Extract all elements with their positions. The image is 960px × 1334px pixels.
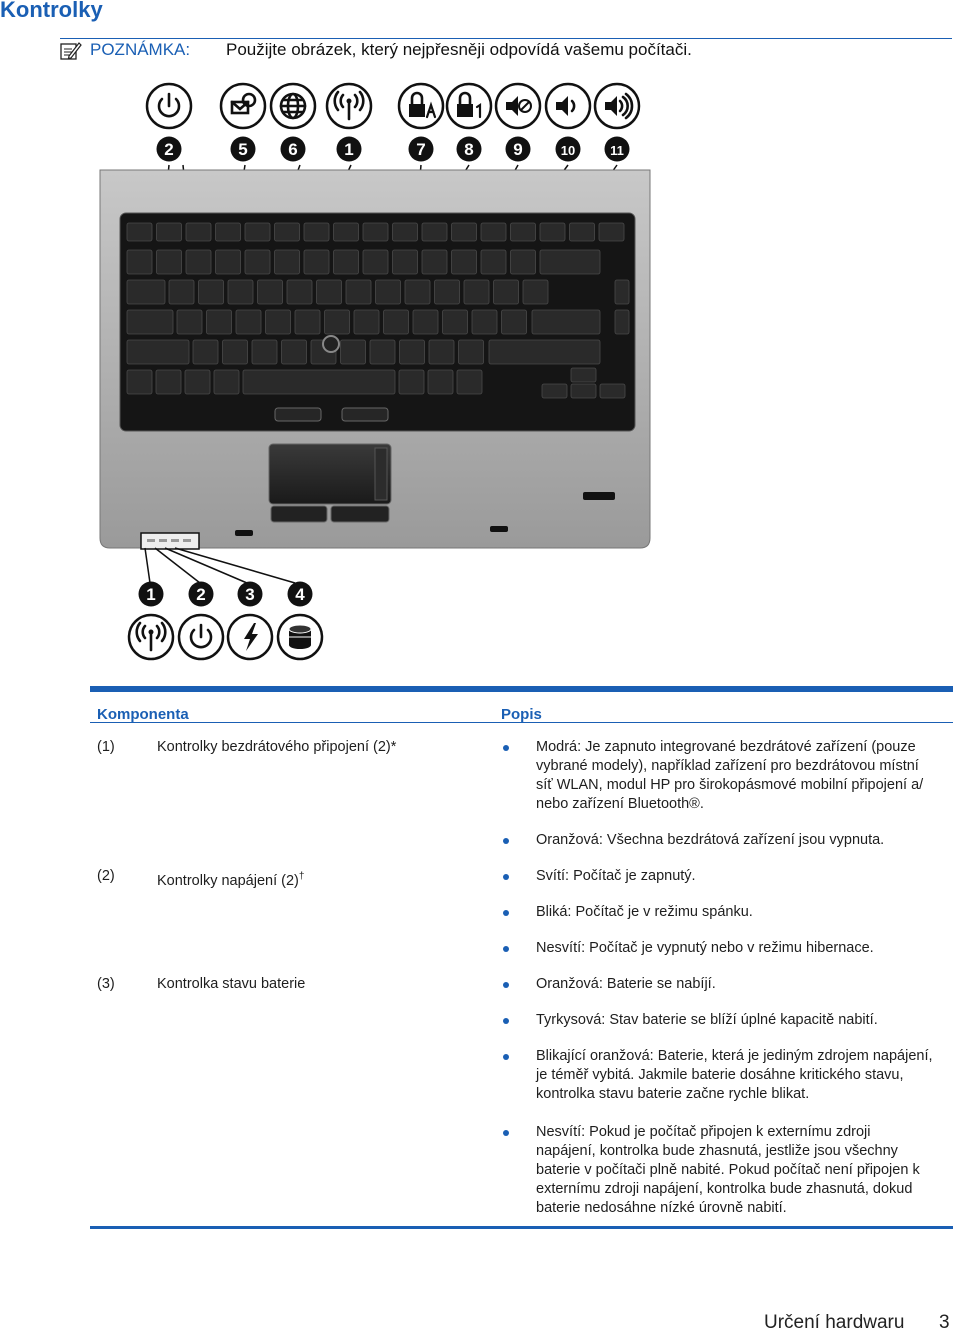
key <box>157 223 182 241</box>
svg-text:7: 7 <box>416 140 426 159</box>
power-icon <box>147 84 191 128</box>
key <box>214 370 239 394</box>
components-table <box>90 686 953 723</box>
wireless-icon <box>129 615 173 659</box>
bullet-dot <box>503 1054 509 1060</box>
svg-text:2: 2 <box>196 585 206 604</box>
key <box>334 223 359 241</box>
bottom-callout-row <box>139 582 313 607</box>
web-icon <box>271 84 315 128</box>
key <box>571 368 596 382</box>
callout-number <box>409 137 434 162</box>
bullet-dot <box>503 1130 509 1136</box>
bullet-text: napájení, kontrolka bude zhasnutá, jestliže jsou všechny <box>536 1143 898 1159</box>
bullet-text: Svítí: Počítač je zapnutý. <box>536 868 696 884</box>
note-row <box>60 38 952 63</box>
key <box>502 310 527 334</box>
key <box>393 223 418 241</box>
key <box>186 223 211 241</box>
key <box>443 310 468 334</box>
header-component: Komponenta <box>97 706 189 723</box>
bullet-text: baterie v počítači plně nabité. Pokud počítač není připojen k <box>536 1162 920 1178</box>
key <box>334 250 359 274</box>
callout-number <box>506 137 531 162</box>
key <box>207 310 232 334</box>
svg-text:5: 5 <box>238 140 248 159</box>
mute-icon <box>496 84 540 128</box>
key <box>600 384 625 398</box>
key <box>481 250 506 274</box>
key <box>304 250 329 274</box>
key <box>429 340 454 364</box>
key <box>393 250 418 274</box>
key <box>511 223 536 241</box>
row-component-text: Kontrolky napájení (2) <box>157 872 299 889</box>
svg-text:9: 9 <box>513 140 523 159</box>
key <box>317 280 342 304</box>
svg-text:1: 1 <box>146 585 156 604</box>
key <box>354 310 379 334</box>
key <box>346 280 371 304</box>
key <box>177 310 202 334</box>
bullet-text: Tyrkysová: Stav baterie se blíží úplné kapacitě nabití. <box>536 1012 878 1028</box>
space-key <box>243 370 395 394</box>
key <box>370 340 395 364</box>
key <box>523 280 548 304</box>
key <box>252 340 277 364</box>
key <box>428 370 453 394</box>
key <box>228 280 253 304</box>
svg-text:2: 2 <box>164 140 174 159</box>
key <box>464 280 489 304</box>
key <box>481 223 506 241</box>
svg-text:11: 11 <box>610 143 624 158</box>
caps-lock-icon <box>399 84 443 128</box>
callout-number <box>556 137 581 162</box>
row-number: (2) <box>97 868 115 884</box>
shift-key <box>127 340 189 364</box>
bullet-dot <box>503 946 509 952</box>
key <box>245 250 270 274</box>
table-header <box>90 692 953 723</box>
shift-key <box>489 340 600 364</box>
key <box>325 310 350 334</box>
key <box>295 310 320 334</box>
bullet-text: vybrané modely), například zařízení pro bezdrátovou místní <box>536 758 919 774</box>
page-title: Kontrolky <box>0 0 103 22</box>
caps-key <box>127 310 173 334</box>
drive-icon <box>278 615 322 659</box>
bullet-text: Nesvítí: Pokud je počítač připojen k externímu zdroji <box>536 1124 871 1140</box>
key <box>157 250 182 274</box>
bullet-text: Bliká: Počítač je v režimu spánku. <box>536 904 753 920</box>
svg-text:10: 10 <box>560 143 576 158</box>
callout-number <box>157 137 182 162</box>
bullet-text: je téměř vybitá. Jakmile baterie dosáhne kritického stavu, <box>536 1067 904 1083</box>
key <box>199 280 224 304</box>
key <box>216 250 241 274</box>
callout-number <box>139 582 164 607</box>
key <box>452 223 477 241</box>
key <box>193 340 218 364</box>
key <box>571 384 596 398</box>
dagger-mark: † <box>298 871 305 882</box>
key <box>341 340 366 364</box>
key <box>459 340 484 364</box>
volume-up-icon <box>595 84 639 128</box>
key <box>452 250 477 274</box>
note-text: Použijte obrázek, který nejpřesněji odpovídá vašemu počítači. <box>226 40 692 59</box>
bullet-dot <box>503 1018 509 1024</box>
bullet-text: Modrá: Je zapnuto integrované bezdrátové zařízení (pouze <box>536 739 916 755</box>
key <box>494 280 519 304</box>
bullet-text: Blikající oranžová: Baterie, která je jediným zdrojem napájení, <box>536 1048 933 1064</box>
bullet-dot <box>503 745 509 751</box>
key <box>422 250 447 274</box>
row-number: (1) <box>97 739 115 755</box>
row-number: (3) <box>97 976 115 992</box>
key <box>384 310 409 334</box>
key <box>275 250 300 274</box>
key <box>400 340 425 364</box>
bullet-dot <box>503 982 509 988</box>
volume-down-icon <box>546 84 590 128</box>
key <box>156 370 181 394</box>
key <box>169 280 194 304</box>
bottom-icon-row <box>129 615 322 659</box>
num-lock-icon <box>447 84 491 128</box>
table-bottom-rule <box>90 1226 953 1229</box>
key <box>127 223 152 241</box>
key <box>245 223 270 241</box>
callout-number <box>238 582 263 607</box>
row-component: Kontrolky bezdrátového připojení (2)* <box>157 739 397 755</box>
key <box>542 384 567 398</box>
key <box>540 223 565 241</box>
callout-number <box>457 137 482 162</box>
key <box>236 310 261 334</box>
key <box>363 223 388 241</box>
key <box>127 250 152 274</box>
key <box>275 223 300 241</box>
key <box>363 250 388 274</box>
bullet-text: Nesvítí: Počítač je vypnutý nebo v režimu hibernace. <box>536 940 874 956</box>
key <box>282 340 307 364</box>
bullet-text: Oranžová: Všechna bezdrátová zařízení jsou vypnuta. <box>536 832 885 848</box>
svg-text:6: 6 <box>288 140 298 159</box>
row-component <box>157 867 304 891</box>
key <box>216 223 241 241</box>
bullet-dot <box>503 910 509 916</box>
note-pencil-icon <box>60 41 82 61</box>
keyboard-illustration <box>95 78 665 668</box>
key <box>405 280 430 304</box>
email-icon <box>221 84 265 128</box>
key <box>413 310 438 334</box>
key <box>472 310 497 334</box>
note-label: POZNÁMKA: <box>90 40 191 59</box>
top-icon-row <box>147 84 639 128</box>
key <box>615 310 629 334</box>
svg-text:3: 3 <box>245 585 255 604</box>
key <box>615 280 629 304</box>
footer-page-number: 3 <box>939 1312 950 1333</box>
bullet-text: Oranžová: Baterie se nabíjí. <box>536 976 716 992</box>
row-component: Kontrolka stavu baterie <box>157 976 306 992</box>
wireless-icon <box>327 84 371 128</box>
tab-key <box>127 280 165 304</box>
key <box>511 250 536 274</box>
key <box>185 370 210 394</box>
key <box>304 223 329 241</box>
callout-number <box>288 582 313 607</box>
callout-number <box>337 137 362 162</box>
svg-text:8: 8 <box>464 140 474 159</box>
bullet-dot <box>503 874 509 880</box>
bullet-text: síť WLAN, modul HP pro širokopásmové mobilní připojení a/ <box>536 777 924 793</box>
svg-text:4: 4 <box>295 585 305 604</box>
key <box>258 280 283 304</box>
callout-number <box>281 137 306 162</box>
key <box>435 280 460 304</box>
bullet-text: baterie nedosáhne nízké úrovně nabití. <box>536 1200 787 1216</box>
svg-text:1: 1 <box>344 140 354 159</box>
key <box>127 370 152 394</box>
footer-section-title: Určení hardwaru <box>764 1312 905 1333</box>
key <box>266 310 291 334</box>
header-description: Popis <box>501 706 542 723</box>
key <box>186 250 211 274</box>
key <box>376 280 401 304</box>
top-callout-row <box>157 137 630 162</box>
callout-number <box>231 137 256 162</box>
callout-number <box>189 582 214 607</box>
key <box>223 340 248 364</box>
callout-number <box>605 137 630 162</box>
key <box>399 370 424 394</box>
bullet-text: kontrolka stavu baterie začne rychle blikat. <box>536 1086 810 1102</box>
bullet-dot <box>503 838 509 844</box>
backspace-key <box>540 250 600 274</box>
enter-key <box>532 310 600 334</box>
key <box>599 223 624 241</box>
key <box>457 370 482 394</box>
key <box>570 223 595 241</box>
key <box>287 280 312 304</box>
key <box>422 223 447 241</box>
bullet-text: externímu zdroji napájení, kontrolka bude zhasnutá, dokud <box>536 1181 913 1197</box>
power-icon <box>179 615 223 659</box>
battery-icon <box>228 615 272 659</box>
bullet-text: nebo zařízení Bluetooth®. <box>536 796 704 812</box>
